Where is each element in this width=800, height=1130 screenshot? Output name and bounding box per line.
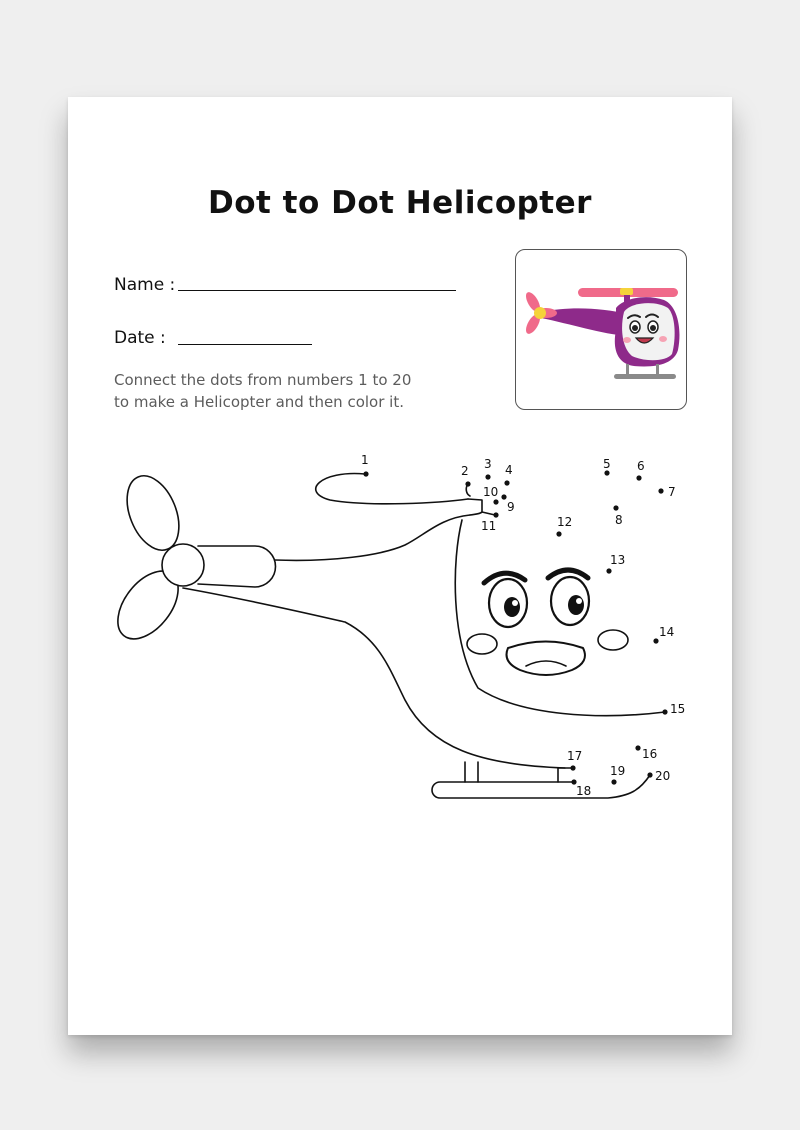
dot-label-16: 16 (642, 747, 658, 761)
dot-label-14: 14 (659, 625, 675, 639)
dot-label-6: 6 (637, 459, 645, 473)
dot-10 (493, 499, 498, 504)
dot-label-19: 19 (610, 764, 626, 778)
dot-label-2: 2 (461, 464, 469, 478)
name-label: Name : (114, 275, 176, 295)
dot-8 (613, 505, 618, 510)
dot-label-4: 4 (505, 463, 513, 477)
dot-16 (635, 745, 640, 750)
mouth (507, 642, 585, 676)
dot-4 (504, 480, 509, 485)
tail-boom-top (275, 515, 470, 560)
dot-label-12: 12 (557, 515, 573, 529)
instructions-line-2: to make a Helicopter and then color it. (114, 393, 404, 411)
main-rotor-loop (316, 474, 468, 504)
dot-2 (465, 481, 470, 486)
dot-label-5: 5 (603, 457, 611, 471)
dot-19 (611, 779, 616, 784)
dot-label-15: 15 (670, 702, 686, 716)
dot-label-7: 7 (668, 485, 676, 499)
instructions-line-1: Connect the dots from numbers 1 to 20 (114, 371, 412, 389)
dot-label-20: 20 (655, 769, 671, 783)
left-cheek (467, 634, 497, 654)
dot-label-8: 8 (615, 513, 623, 527)
dot-13 (606, 568, 611, 573)
page-title: Dot to Dot Helicopter (208, 185, 592, 221)
dot-label-13: 13 (610, 553, 626, 567)
rotor-blade-right (198, 546, 276, 587)
dot-label-11: 11 (481, 519, 497, 533)
rotor-mast (468, 499, 482, 515)
dot-label-9: 9 (507, 500, 515, 514)
right-cheek (598, 630, 628, 650)
dot-7 (658, 488, 663, 493)
dot-20 (647, 772, 652, 777)
dot-3 (485, 474, 490, 479)
dot-5 (604, 470, 609, 475)
dot-6 (636, 475, 641, 480)
dot-9 (501, 494, 506, 499)
dot-12 (556, 531, 561, 536)
date-label: Date : (114, 328, 166, 348)
dot-label-18: 18 (576, 784, 592, 798)
dot-17 (570, 765, 575, 770)
rotor-hub (162, 544, 204, 586)
dot-11 (493, 512, 498, 517)
dot-label-1: 1 (361, 453, 369, 467)
dot-14 (653, 638, 658, 643)
dot-15 (662, 709, 667, 714)
dot-label-17: 17 (567, 749, 583, 763)
dot-1 (363, 471, 368, 476)
dot-label-10: 10 (483, 485, 499, 499)
dot-label-3: 3 (484, 457, 492, 471)
